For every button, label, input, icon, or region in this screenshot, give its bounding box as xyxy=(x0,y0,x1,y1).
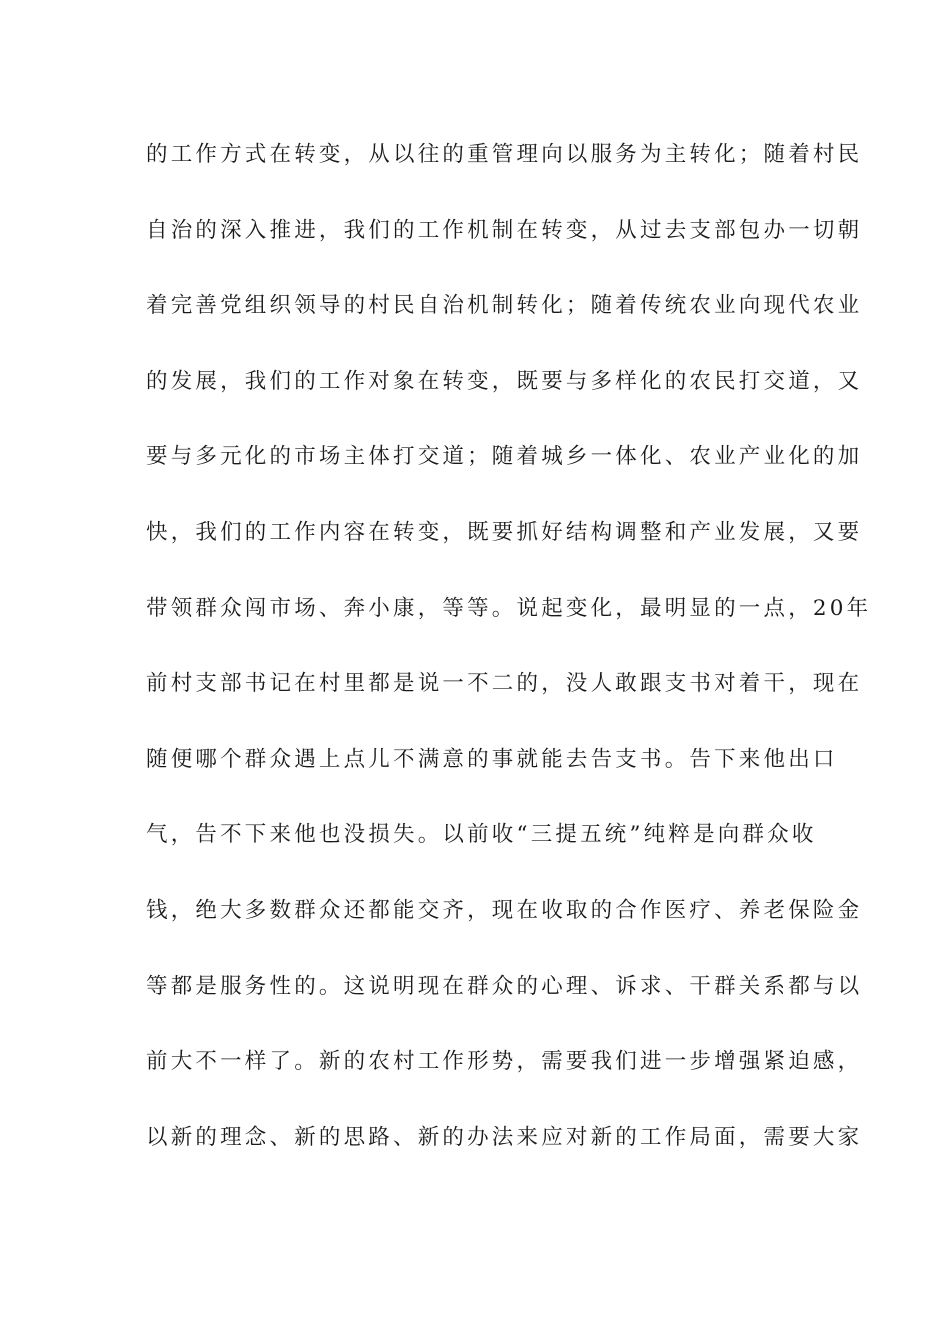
body-text xyxy=(146,128,872,1186)
text-line-11: 钱，绝大多数群众还都能交齐，现在收取的合作医疗、养老保险金 xyxy=(146,897,863,923)
text-line-4: 的发展，我们的工作对象在转变，既要与多样化的农民打交道，又 xyxy=(146,368,863,394)
text-line-1: 的工作方式在转变，从以往的重管理向以服务为主转化；随着村民 xyxy=(146,142,863,167)
text-line-12: 等都是服务性的。这说明现在群众的心理、诉求、干群关系都与以 xyxy=(146,973,863,999)
text-line-8: 前村支部书记在村里都是说一不二的，没人敢跟支书对着干，现在 xyxy=(146,671,863,697)
text-line-7: 带领群众闯市场、奔小康，等等。说起变化，最明显的一点，20年 xyxy=(146,595,872,621)
text-line-14: 以新的理念、新的思路、新的办法来应对新的工作局面，需要大家 xyxy=(146,1124,863,1150)
text-line-2: 自治的深入推进，我们的工作机制在转变，从过去支部包办一切朝 xyxy=(146,217,863,243)
text-line-5: 要与多元化的市场主体打交道；随着城乡一体化、农业产业化的加 xyxy=(146,444,863,470)
text-line-3: 着完善党组织领导的村民自治机制转化；随着传统农业向现代农业 xyxy=(146,293,863,319)
text-line-6: 快，我们的工作内容在转变，既要抓好结构调整和产业发展，又要 xyxy=(146,519,863,545)
text-line-9: 随便哪个群众遇上点儿不满意的事就能去告支书。告下来他出口 xyxy=(146,746,838,772)
text-line-10: 气，告不下来他也没损失。以前收“三提五统”纯粹是向群众收 xyxy=(146,822,817,848)
text-line-13: 前大不一样了。新的农村工作形势，需要我们进一步增强紧迫感， xyxy=(146,1049,863,1075)
